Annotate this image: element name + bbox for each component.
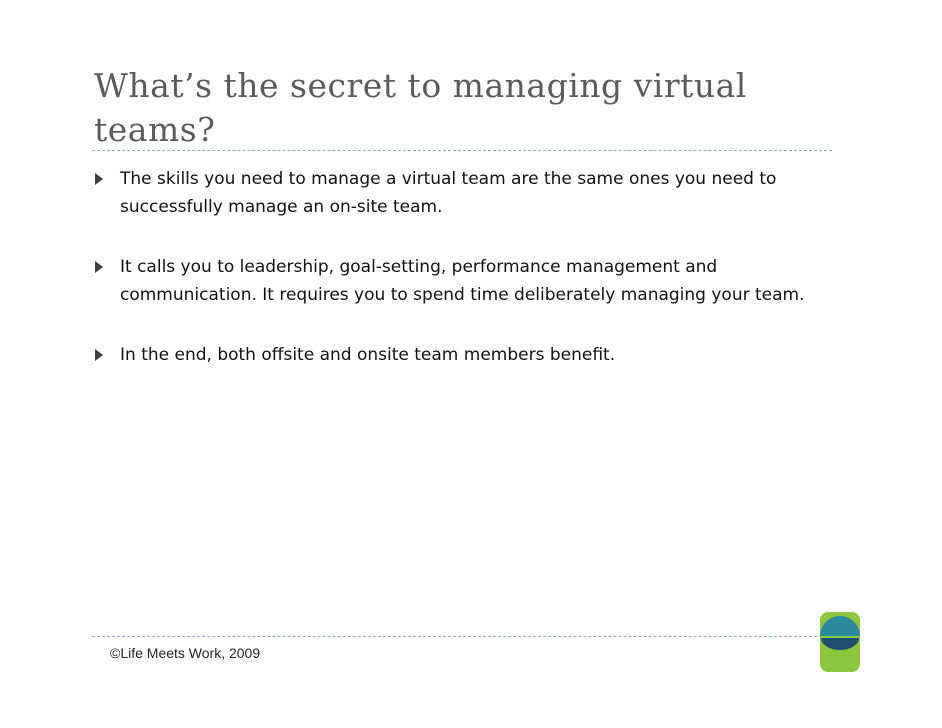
triangle-bullet-icon	[95, 349, 103, 361]
title-divider	[92, 150, 832, 151]
bullet-item	[95, 341, 835, 369]
life-meets-work-logo-icon	[819, 612, 861, 672]
slide-title: What’s the secret to managing virtual teams?	[94, 66, 747, 149]
bullet-text: The skills you need to manage a virtual team are the same ones you need to successfully manage an on-site team.	[120, 169, 777, 217]
bullet-item	[95, 165, 835, 221]
footer-divider	[92, 636, 822, 637]
copyright-footer: ©Life Meets Work, 2009	[110, 645, 261, 661]
triangle-bullet-icon	[95, 173, 103, 185]
bullet-text: In the end, both offsite and onsite team members benefit.	[120, 345, 616, 365]
bullet-text: It calls you to leadership, goal-setting, performance management and communication. It requires you to spend time deliberately managing your team.	[120, 257, 805, 305]
triangle-bullet-icon	[95, 261, 103, 273]
bullet-item	[95, 253, 835, 309]
bullet-list	[95, 165, 835, 401]
